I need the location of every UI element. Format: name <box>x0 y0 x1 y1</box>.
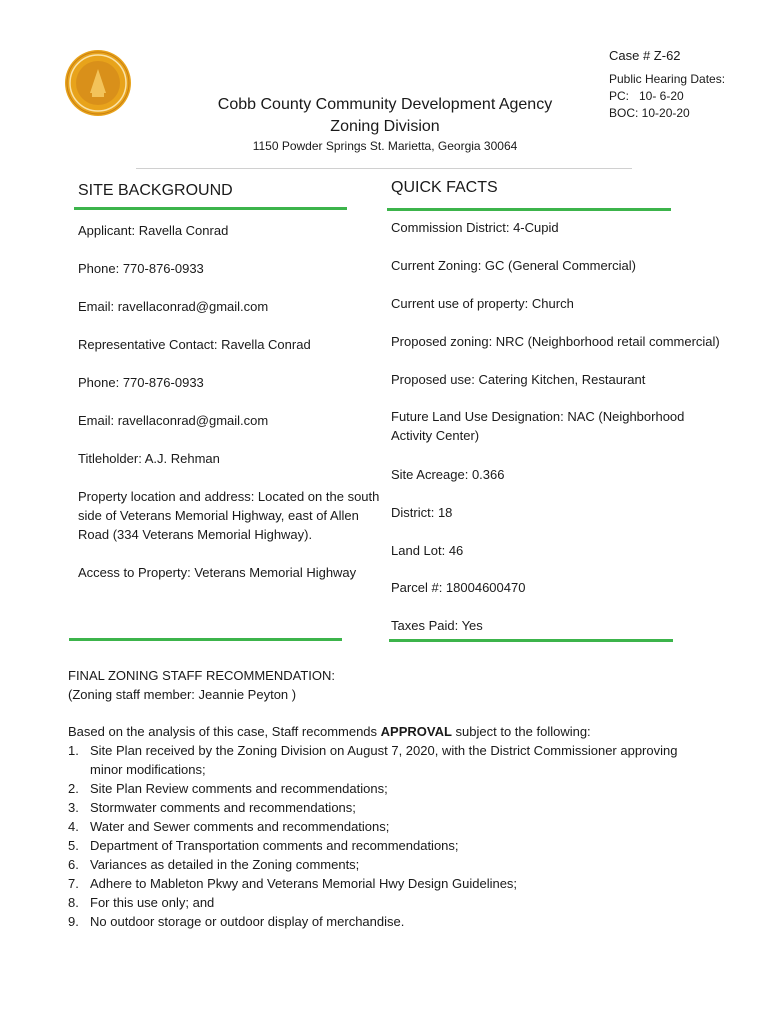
proposed-zoning: Proposed zoning: NRC (Neighborhood retail commercial) <box>391 334 720 349</box>
hearing-dates-label: Public Hearing Dates: <box>609 72 726 86</box>
list-item <box>68 817 748 836</box>
list-item <box>68 798 748 817</box>
item-text: Water and Sewer comments and recommendations; <box>90 819 390 834</box>
site-background-bottom-rule <box>69 638 342 641</box>
commission-district: Commission District: 4-Cupid <box>391 220 559 235</box>
item-text: Site Plan Review comments and recommendations; <box>90 781 388 796</box>
agency-name: Cobb County Community Development Agency <box>217 96 553 113</box>
item-text: No outdoor storage or outdoor display of merchandise. <box>90 914 405 929</box>
item-text: For this use only; and <box>90 895 215 910</box>
future-land-use: Future Land Use Designation: NAC (Neighborhood Activity Center) <box>391 409 685 443</box>
property-location: Property location and address: Located on the south side of Veterans Memorial Highway, east of Allen Road (334 Veterans Memorial Highway). <box>78 489 380 542</box>
recommendation-heading: FINAL ZONING STAFF RECOMMENDATION: <box>68 668 335 683</box>
site-acreage: Site Acreage: 0.366 <box>391 467 505 482</box>
item-number: 1. <box>68 743 79 758</box>
site-background-title: SITE BACKGROUND <box>78 182 233 199</box>
item-number: 6. <box>68 857 79 872</box>
intro-text-before: Based on the analysis of this case, Staff recommends <box>68 724 381 739</box>
current-use: Current use of property: Church <box>391 296 574 311</box>
agency-address: 1150 Powder Springs St. Marietta, Georgia 30064 <box>252 139 518 153</box>
list-item <box>68 912 748 931</box>
representative-contact: Representative Contact: Ravella Conrad <box>78 337 311 352</box>
division-name: Zoning Division <box>330 118 440 135</box>
property-access: Access to Property: Veterans Memorial Highway <box>78 565 357 580</box>
representative-email: Email: ravellaconrad@gmail.com <box>78 413 269 428</box>
applicant-email: Email: ravellaconrad@gmail.com <box>78 299 269 314</box>
list-item <box>68 741 748 779</box>
item-number: 3. <box>68 800 79 815</box>
titleholder: Titleholder: A.J. Rehman <box>78 451 220 466</box>
list-item <box>68 874 748 893</box>
header-divider <box>136 168 632 169</box>
intro-text-after: subject to the following: <box>451 724 591 739</box>
item-text: Variances as detailed in the Zoning comments; <box>90 857 360 872</box>
case-number: Case # Z-62 <box>609 48 681 63</box>
applicant: Applicant: Ravella Conrad <box>78 223 229 238</box>
item-text: Site Plan received by the Zoning Division on August 7, 2020, with the District Commissioner approving minor modifications; <box>90 743 678 777</box>
item-number: 4. <box>68 819 79 834</box>
quick-facts-rule <box>387 208 671 211</box>
item-text: Stormwater comments and recommendations; <box>90 800 356 815</box>
quick-facts-bottom-rule <box>389 639 673 642</box>
representative-phone: Phone: 770-876-0933 <box>78 375 204 390</box>
district: District: 18 <box>391 505 453 520</box>
quick-facts-title: QUICK FACTS <box>391 179 498 196</box>
boc-date: BOC: 10-20-20 <box>609 106 690 120</box>
item-number: 9. <box>68 914 79 929</box>
parcel-number: Parcel #: 18004600470 <box>391 580 526 595</box>
site-background-rule <box>74 207 347 210</box>
item-number: 5. <box>68 838 79 853</box>
approval-text: APPROVAL <box>380 724 452 739</box>
list-item <box>68 855 748 874</box>
item-number: 7. <box>68 876 79 891</box>
proposed-use: Proposed use: Catering Kitchen, Restaurant <box>391 372 646 387</box>
hearing-dates <box>609 71 725 122</box>
taxes-paid: Taxes Paid: Yes <box>391 618 483 633</box>
cobb-county-seal <box>64 49 132 117</box>
item-text: Department of Transportation comments and recommendations; <box>90 838 459 853</box>
pc-date: PC: 10- 6-20 <box>609 89 684 103</box>
list-item <box>68 779 748 798</box>
item-text: Adhere to Mableton Pkwy and Veterans Memorial Hwy Design Guidelines; <box>90 876 518 891</box>
recommendation-intro <box>68 722 591 741</box>
applicant-phone: Phone: 770-876-0933 <box>78 261 204 276</box>
item-number: 8. <box>68 895 79 910</box>
land-lot: Land Lot: 46 <box>391 543 464 558</box>
item-number: 2. <box>68 781 79 796</box>
staff-member: (Zoning staff member: Jeannie Peyton ) <box>68 687 297 702</box>
conditions-list <box>68 741 748 931</box>
current-zoning: Current Zoning: GC (General Commercial) <box>391 258 636 273</box>
list-item <box>68 836 748 855</box>
list-item <box>68 893 748 912</box>
